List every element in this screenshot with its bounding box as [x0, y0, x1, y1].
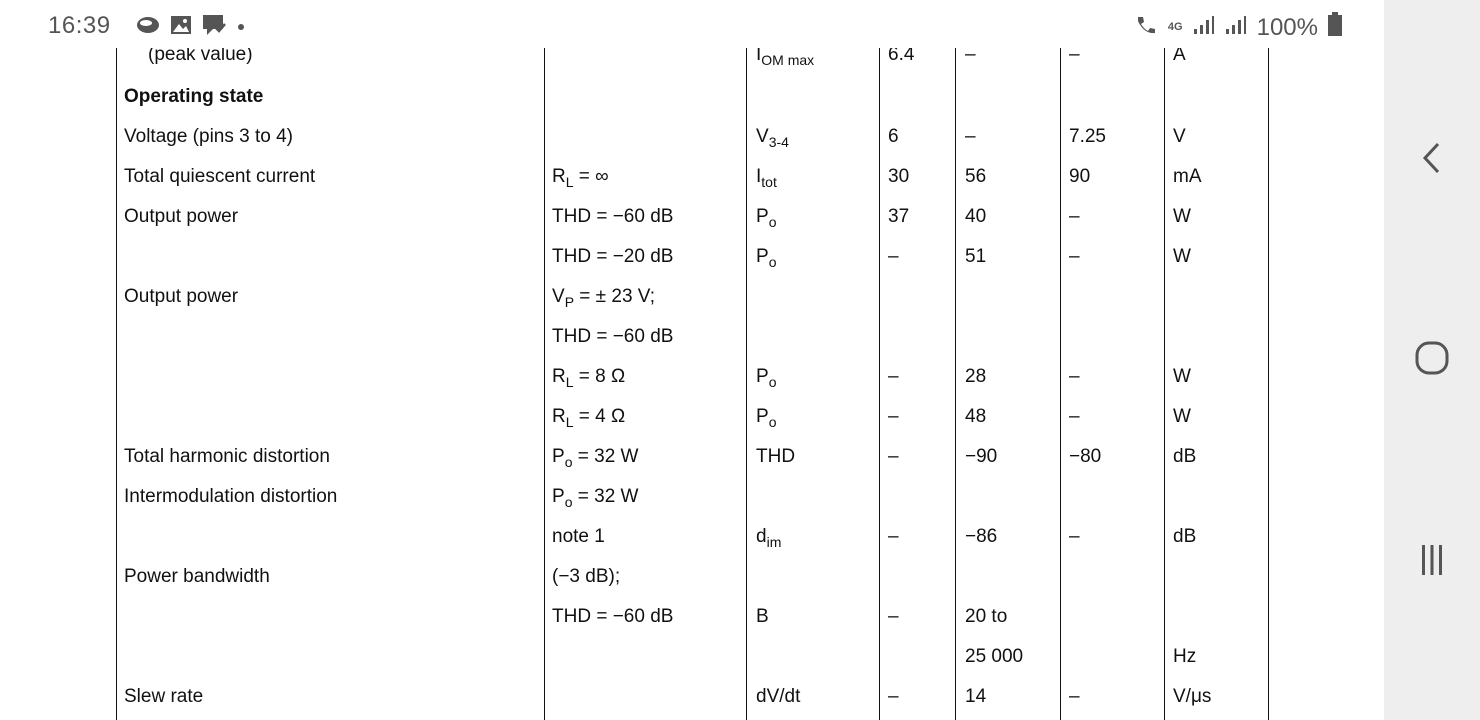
cell-typ: –	[965, 126, 976, 147]
cell-symbol	[756, 526, 781, 548]
cell-typ: 14	[965, 686, 987, 707]
signal-icon-2	[1225, 14, 1247, 42]
conditions-text: THD = −20 dB	[552, 246, 674, 267]
notification-icons	[136, 14, 246, 41]
cell-typ: −90	[965, 446, 998, 467]
cell-unit: dB	[1173, 526, 1197, 547]
cell-unit: A	[1173, 48, 1186, 65]
symbol-subscript: o	[768, 374, 777, 390]
symbol-text: P	[756, 246, 769, 267]
cell-symbol	[756, 446, 795, 468]
back-icon	[1420, 140, 1444, 176]
table-row	[0, 48, 1384, 84]
table-row	[0, 646, 1384, 686]
cell-conditions	[552, 326, 673, 348]
cell-min: –	[888, 526, 899, 547]
cell-max: –	[1069, 48, 1080, 65]
cell-symbol	[756, 166, 777, 188]
home-icon	[1414, 340, 1450, 376]
cell-conditions	[552, 566, 620, 588]
cell-symbol	[756, 686, 800, 708]
table-row	[0, 326, 1384, 366]
cell-parameter: Output power	[124, 206, 239, 227]
symbol-text: P	[756, 206, 769, 227]
conditions-text: R	[552, 366, 566, 387]
table-row	[0, 126, 1384, 166]
cell-min: –	[888, 446, 899, 467]
cell-typ: 48	[965, 406, 987, 427]
table-row	[0, 566, 1384, 606]
conditions-subscript: o	[564, 494, 573, 510]
table-row	[0, 246, 1384, 286]
cell-conditions	[552, 366, 625, 388]
cell-conditions	[552, 206, 673, 228]
dot-icon	[236, 19, 246, 37]
cell-max: −80	[1069, 446, 1102, 467]
cell-unit: dB	[1173, 446, 1197, 467]
home-button[interactable]	[1384, 328, 1480, 388]
conditions-text: THD = −60 dB	[552, 606, 674, 627]
cell-min: –	[888, 686, 899, 707]
cell-parameter: Power bandwidth	[124, 566, 270, 587]
conditions-subscript: L	[565, 414, 574, 430]
conditions-subscript: L	[565, 174, 574, 190]
symbol-text: V	[756, 126, 769, 147]
table-row	[0, 406, 1384, 446]
conditions-rest: = ∞	[573, 166, 609, 187]
cell-conditions	[552, 286, 655, 308]
cell-unit: mA	[1173, 166, 1202, 187]
conditions-text: R	[552, 406, 566, 427]
recents-icon	[1420, 543, 1444, 577]
navigation-bar	[1384, 0, 1480, 720]
symbol-text: d	[756, 526, 767, 547]
conditions-text: V	[552, 286, 565, 307]
table-row	[0, 446, 1384, 486]
table-row	[0, 166, 1384, 206]
battery-percent: 100%	[1256, 13, 1318, 41]
conditions-text: P	[552, 486, 565, 507]
symbol-subscript: OM max	[761, 52, 815, 68]
cell-max: –	[1069, 686, 1080, 707]
cell-min: 6.4	[888, 48, 915, 65]
conditions-rest: = 4 Ω	[573, 406, 626, 427]
cell-unit: W	[1173, 246, 1191, 267]
symbol-subscript: o	[768, 214, 777, 230]
cell-parameter: Voltage (pins 3 to 4)	[124, 126, 293, 147]
table-row	[0, 486, 1384, 526]
cell-unit: V/μs	[1173, 686, 1212, 707]
cell-symbol	[756, 206, 776, 228]
table-row	[0, 86, 1384, 126]
cell-parameter: Total quiescent current	[124, 166, 316, 187]
conditions-text: THD = −60 dB	[552, 206, 674, 227]
cell-parameter: Output power	[124, 286, 239, 307]
cell-max: –	[1069, 406, 1080, 427]
symbol-text: I	[756, 48, 762, 65]
cell-min: 37	[888, 206, 910, 227]
cell-symbol	[756, 366, 776, 388]
symbol-text: dV/dt	[756, 686, 801, 707]
symbol-text: P	[756, 366, 769, 387]
cell-min: 6	[888, 126, 899, 147]
image-icon	[170, 15, 192, 40]
conditions-rest: = 32 W	[572, 446, 639, 467]
cell-typ: 28	[965, 366, 987, 387]
symbol-text: B	[756, 606, 769, 627]
cell-parameter: Total harmonic distortion	[124, 446, 330, 467]
cell-max: –	[1069, 206, 1080, 227]
cell-typ: 20 to	[965, 606, 1008, 627]
table-row	[0, 286, 1384, 326]
cell-typ: 51	[965, 246, 987, 267]
cell-unit: W	[1173, 206, 1191, 227]
cell-conditions	[552, 406, 625, 428]
cell-unit: W	[1173, 406, 1191, 427]
cell-conditions	[552, 606, 673, 628]
cell-max: 90	[1069, 166, 1091, 187]
cell-conditions	[552, 486, 638, 508]
cell-conditions	[552, 446, 638, 468]
status-right	[1134, 12, 1342, 43]
conditions-text: (−3 dB);	[552, 566, 621, 587]
cell-unit: V	[1173, 126, 1186, 147]
cell-symbol	[756, 406, 776, 428]
conditions-subscript: o	[564, 454, 573, 470]
cell-max: –	[1069, 246, 1080, 267]
chat-bubble-icon	[136, 15, 160, 40]
cell-min: –	[888, 406, 899, 427]
network-type-label: 4G	[1167, 21, 1183, 33]
conditions-text: R	[552, 166, 566, 187]
cell-typ: 40	[965, 206, 987, 227]
cell-conditions	[552, 166, 609, 188]
cell-parameter: (peak value)	[148, 48, 253, 65]
cell-min: 30	[888, 166, 910, 187]
battery-icon	[1328, 12, 1342, 43]
back-button[interactable]	[1384, 128, 1480, 188]
symbol-subscript: o	[768, 414, 777, 430]
symbol-text: P	[756, 406, 769, 427]
symbol-text: I	[756, 166, 762, 187]
symbol-subscript: o	[768, 254, 777, 270]
cell-conditions	[552, 526, 605, 548]
cell-unit: Hz	[1173, 646, 1197, 667]
cell-max: 7.25	[1069, 126, 1106, 147]
table-row	[0, 526, 1384, 566]
cell-typ: 56	[965, 166, 987, 187]
table-row	[0, 366, 1384, 406]
symbol-subscript: 3-4	[768, 134, 789, 150]
cell-unit: W	[1173, 366, 1191, 387]
conditions-rest: = 8 Ω	[573, 366, 626, 387]
conditions-text: THD = −60 dB	[552, 326, 674, 347]
cell-symbol	[756, 246, 776, 268]
status-time: 16:39	[48, 12, 111, 39]
conditions-rest: = ± 23 V;	[574, 286, 656, 307]
wifi-calling-icon	[1134, 13, 1158, 42]
cell-parameter: Slew rate	[124, 686, 204, 707]
cell-symbol	[756, 606, 769, 628]
symbol-subscript: tot	[761, 174, 777, 190]
cell-min: –	[888, 606, 899, 627]
cell-typ: −86	[965, 526, 998, 547]
cell-symbol	[756, 48, 814, 66]
recents-button[interactable]	[1384, 530, 1480, 590]
signal-icon	[1193, 14, 1215, 42]
table-row	[0, 686, 1384, 720]
cell-symbol	[756, 126, 789, 148]
cell-typ: 25 000	[965, 646, 1024, 667]
conditions-rest: = 32 W	[572, 486, 639, 507]
cell-min: –	[888, 366, 899, 387]
conditions-text: P	[552, 446, 565, 467]
table-row	[0, 606, 1384, 646]
message-icon	[202, 14, 226, 41]
cell-max: –	[1069, 366, 1080, 387]
conditions-subscript: P	[564, 294, 575, 310]
document-table[interactable]	[0, 48, 1384, 720]
symbol-text: THD	[756, 446, 796, 467]
table-row	[0, 206, 1384, 246]
cell-parameter: Intermodulation distortion	[124, 486, 338, 507]
symbol-subscript: im	[766, 534, 782, 550]
cell-conditions	[552, 246, 673, 268]
cell-min: –	[888, 246, 899, 267]
conditions-subscript: L	[565, 374, 574, 390]
cell-parameter: Operating state	[124, 86, 264, 107]
status-bar	[0, 0, 1384, 48]
cell-typ: –	[965, 48, 976, 65]
conditions-text: note 1	[552, 526, 605, 547]
cell-max: –	[1069, 526, 1080, 547]
